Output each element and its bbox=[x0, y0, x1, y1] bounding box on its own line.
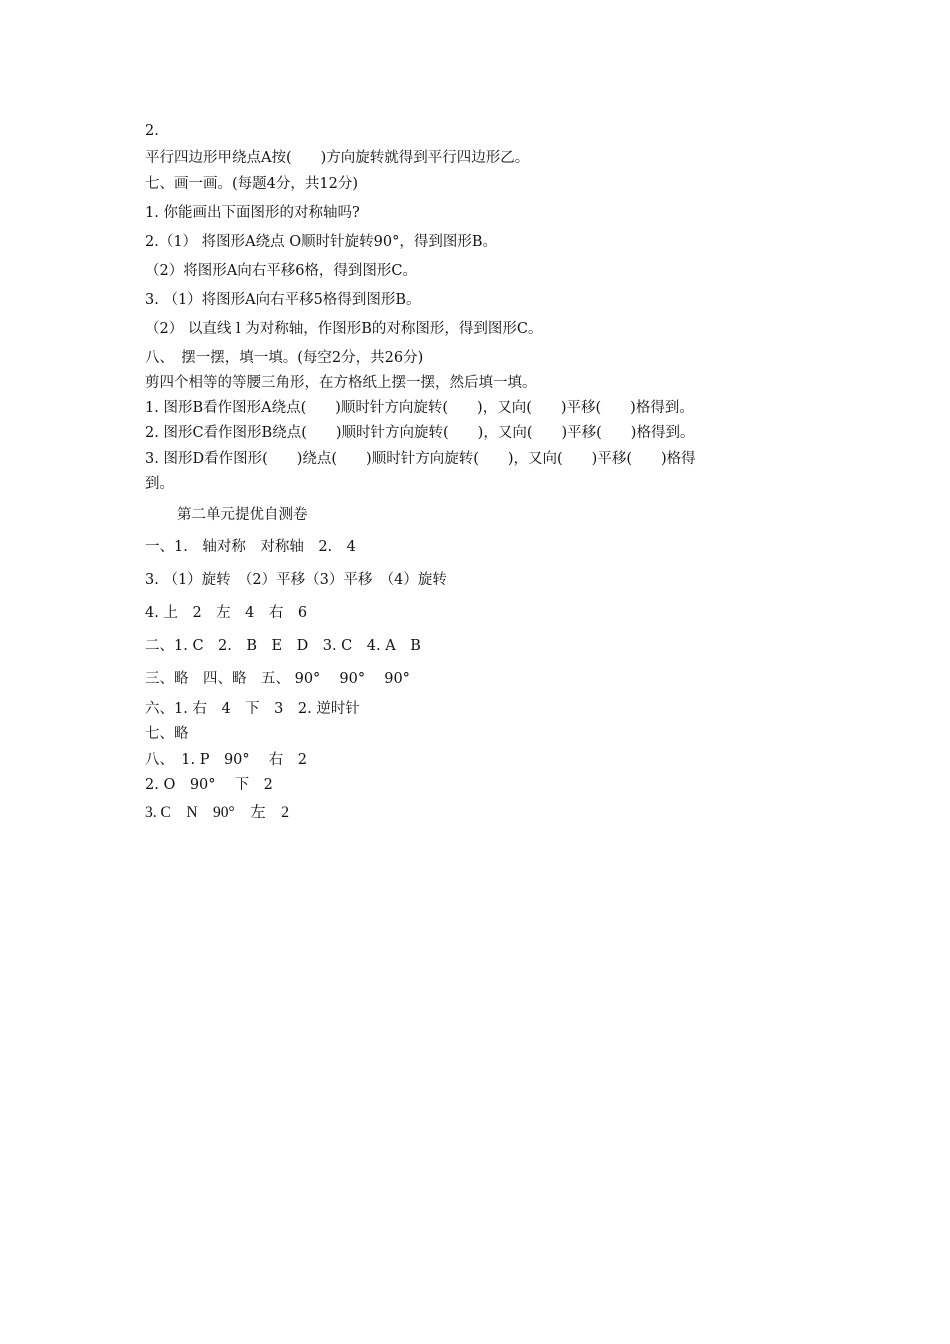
answer-line: 六、1. 右 4 下 3 2. 逆时针 bbox=[145, 701, 360, 717]
answer-line: 七、略 bbox=[145, 726, 189, 742]
answer-line: 3. （1）旋转 （2）平移（3）平移 （4）旋转 bbox=[145, 572, 447, 588]
answer-line: 一、1. 轴对称 对称轴 2. 4 bbox=[145, 539, 356, 555]
answer-line: 3. C N 90° 左 2 bbox=[145, 804, 289, 821]
question-line: 2. 图形C看作图形B绕点( )顺时针方向旋转( )，又向( )平移( )格得到。 bbox=[145, 425, 695, 441]
section-heading: 七、画一画。(每题4分，共12分) bbox=[145, 176, 358, 192]
answer-title: 第二单元提优自测卷 bbox=[177, 507, 308, 523]
question-line: 2. bbox=[145, 123, 159, 139]
question-line: 3. （1）将图形A向右平移5格得到图形B。 bbox=[145, 292, 421, 308]
question-line: 1. 图形B看作图形A绕点( )顺时针方向旋转( )，又向( )平移( )格得到。 bbox=[145, 400, 694, 416]
answer-line: 2. O 90° 下 2 bbox=[145, 777, 273, 793]
question-line: （2） 以直线 l 为对称轴，作图形B的对称图形，得到图形C。 bbox=[145, 321, 543, 337]
question-line: 剪四个相等的等腰三角形，在方格纸上摆一摆，然后填一填。 bbox=[145, 375, 537, 391]
section-heading: 八、 摆一摆，填一填。(每空2分，共26分) bbox=[145, 350, 424, 366]
answer-line: 三、略 四、略 五、 90° 90° 90° bbox=[145, 671, 410, 687]
question-line: 到。 bbox=[145, 476, 174, 492]
answer-line: 二、1. C 2. B E D 3. C 4. A B bbox=[145, 638, 421, 654]
answer-line: 八、 1. P 90° 右 2 bbox=[145, 752, 307, 768]
question-line: 平行四边形甲绕点A按( )方向旋转就得到平行四边形乙。 bbox=[145, 150, 530, 166]
question-line: 3. 图形D看作图形( )绕点( )顺时针方向旋转( )，又向( )平移( )格得 bbox=[145, 451, 696, 467]
question-line: 1. 你能画出下面图形的对称轴吗? bbox=[145, 205, 360, 221]
question-line: 2.（1） 将图形A绕点 O顺时针旋转90°，得到图形B。 bbox=[145, 234, 497, 250]
question-line: （2）将图形A向右平移6格，得到图形C。 bbox=[145, 263, 418, 279]
answer-line: 4. 上 2 左 4 右 6 bbox=[145, 605, 308, 621]
